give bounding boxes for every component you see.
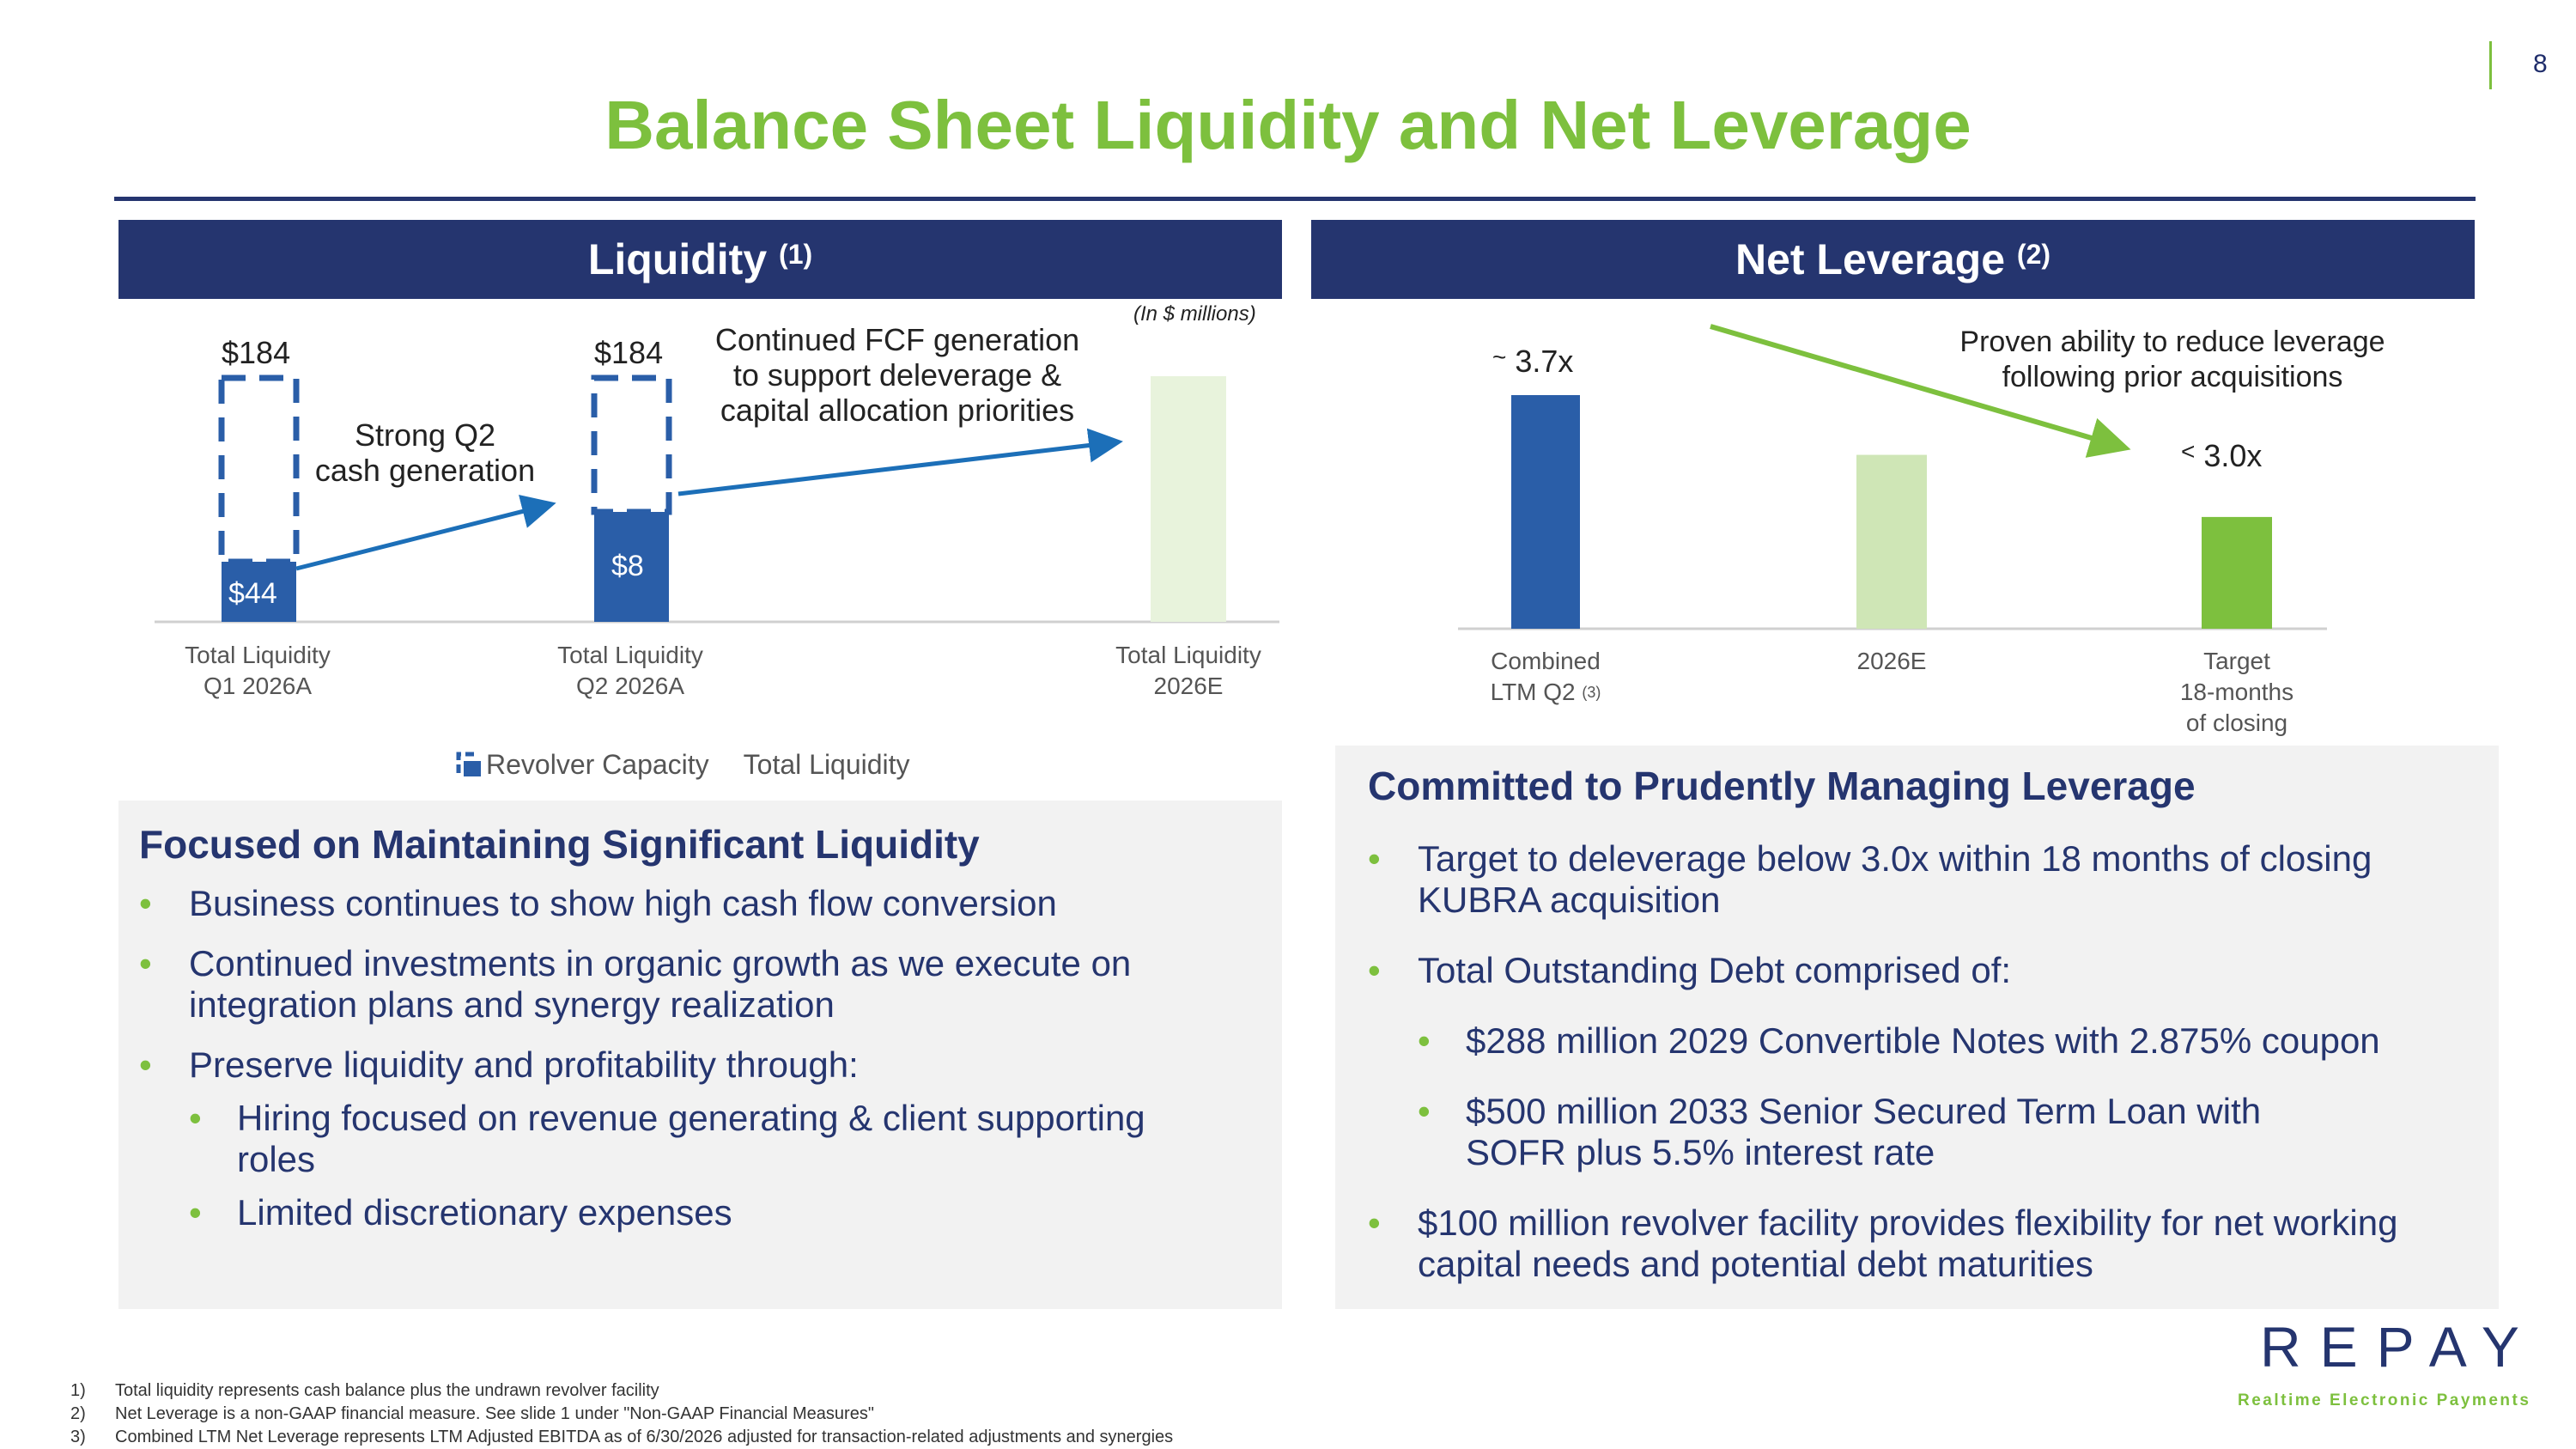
axis-label-target: Target 18-months of closing xyxy=(2179,648,2294,736)
annotation-strong-q2: Strong Q2 cash generation xyxy=(314,417,536,488)
label-leverage-target: < 3.0x xyxy=(2181,438,2263,473)
leverage-bullets xyxy=(1368,838,2493,1285)
bar-revolver-capacity-q2 xyxy=(594,378,669,512)
label-total-liquidity-q1: $44 xyxy=(228,577,277,610)
page-number: 8 xyxy=(2533,50,2548,78)
legend-revolver-capacity: Revolver Capacity xyxy=(486,749,709,780)
label-revolver-q1: $184 xyxy=(222,335,291,370)
axis-label-q2: Total Liquidity Q2 2026A xyxy=(557,642,703,699)
footnote-2: Net Leverage is a non-GAAP financial measure. See slide 1 under "Non-GAAP Financial Measures" xyxy=(115,1404,874,1423)
liquidity-heading: Liquidity xyxy=(587,235,768,283)
label-revolver-q2: $184 xyxy=(594,335,664,370)
footnote-3: Combined LTM Net Leverage represents LTM Adjusted EBITDA as of 6/30/2026 adjusted for transaction-related adjustments and synergies xyxy=(115,1428,1174,1446)
liquidity-panel xyxy=(118,801,1282,1309)
bullet-revolver-facility: • $100 million revolver facility provides flexibility for net working capital needs and potential debt maturities xyxy=(1368,1202,2448,1285)
bullet-deleverage-target: • Target to deleverage below 3.0x within 18 months of closing KUBRA acquisition xyxy=(1368,838,2414,921)
annotation-fcf-generation: Continued FCF generation to support deleverage & capital allocation priorities xyxy=(714,322,1080,428)
sub-bullet-convertible-notes: • $288 million 2029 Convertible Notes with 2.875% coupon xyxy=(1368,1020,2493,1062)
sub-bullet-hiring: • Hiring focused on revenue generating & client supporting roles xyxy=(139,1098,1147,1180)
bar-leverage-combined-ltm xyxy=(1511,395,1580,629)
legend-dashed-box-icon xyxy=(455,751,484,780)
leverage-panel xyxy=(1335,746,2499,1309)
page-title: Balance Sheet Liquidity and Net Leverage xyxy=(605,87,1971,163)
net-leverage-heading-note: (2) xyxy=(2016,239,2051,270)
axis-label-q1: Total Liquidity Q1 2026A xyxy=(185,642,331,699)
arrow-q2-to-2026e xyxy=(678,442,1115,494)
repay-logo: REPAY xyxy=(2260,1315,2538,1379)
label-total-liquidity-q2: $8 xyxy=(611,550,644,582)
bullet-cash-flow: • Business continues to show high cash flow conversion xyxy=(139,883,1255,924)
liquidity-legend xyxy=(455,749,910,781)
net-leverage-heading: Net Leverage xyxy=(1735,235,2006,283)
bullet-outstanding-debt: • Total Outstanding Debt comprised of: xyxy=(1368,950,2493,991)
repay-tagline: Realtime Electronic Payments xyxy=(2238,1391,2531,1409)
label-leverage-combined: ~ 3.7x xyxy=(1492,344,1574,379)
annotation-leverage-reduction: Proven ability to reduce leverage following prior acquisitions xyxy=(1959,326,2385,393)
footnotes: 1) Total liquidity represents cash balance plus the undrawn revolver facility 2) Net Leverage is a non-GAAP financial measure. See slide 1 under "Non-GAAP Financial Measures" 3) Combined LTM Net Leverage represents LTM Adjusted EBITDA as of 6/30/2026 adjusted for transaction-related adjustments and synergies xyxy=(70,1381,1174,1446)
axis-label-lev-2026e: 2026E xyxy=(1856,648,1927,674)
bar-leverage-target xyxy=(2202,517,2272,629)
sub-bullet-term-loan: • $500 million 2033 Senior Secured Term Loan with SOFR plus 5.5% interest rate xyxy=(1368,1091,2324,1173)
bullet-investments: • Continued investments in organic growth as we execute on integration plans and synergy realization xyxy=(139,943,1219,1026)
sub-bullet-expenses: • Limited discretionary expenses xyxy=(139,1192,1255,1233)
legend-total-liquidity: Total Liquidity xyxy=(743,749,910,780)
leverage-panel-heading: Committed to Prudently Managing Leverage xyxy=(1368,764,2196,808)
axis-label-2026e: Total Liquidity 2026E xyxy=(1115,642,1261,699)
units-note: (In $ millions) xyxy=(1133,302,1256,326)
arrow-q1-to-q2 xyxy=(296,505,548,569)
bar-total-liquidity-2026e xyxy=(1151,376,1226,622)
liquidity-bullets xyxy=(139,883,1255,1233)
axis-label-combined-ltm: Combined LTM Q2 $^{(3)}$ xyxy=(1490,648,1601,705)
liquidity-panel-heading: Focused on Maintaining Significant Liquidity xyxy=(139,822,980,867)
bullet-preserve: • Preserve liquidity and profitability through: xyxy=(139,1044,1255,1086)
liquidity-heading-note: (1) xyxy=(779,239,813,270)
bar-leverage-2026e xyxy=(1856,455,1927,629)
bar-revolver-capacity-q1 xyxy=(222,378,296,562)
footnote-1: Total liquidity represents cash balance plus the undrawn revolver facility xyxy=(115,1381,659,1400)
